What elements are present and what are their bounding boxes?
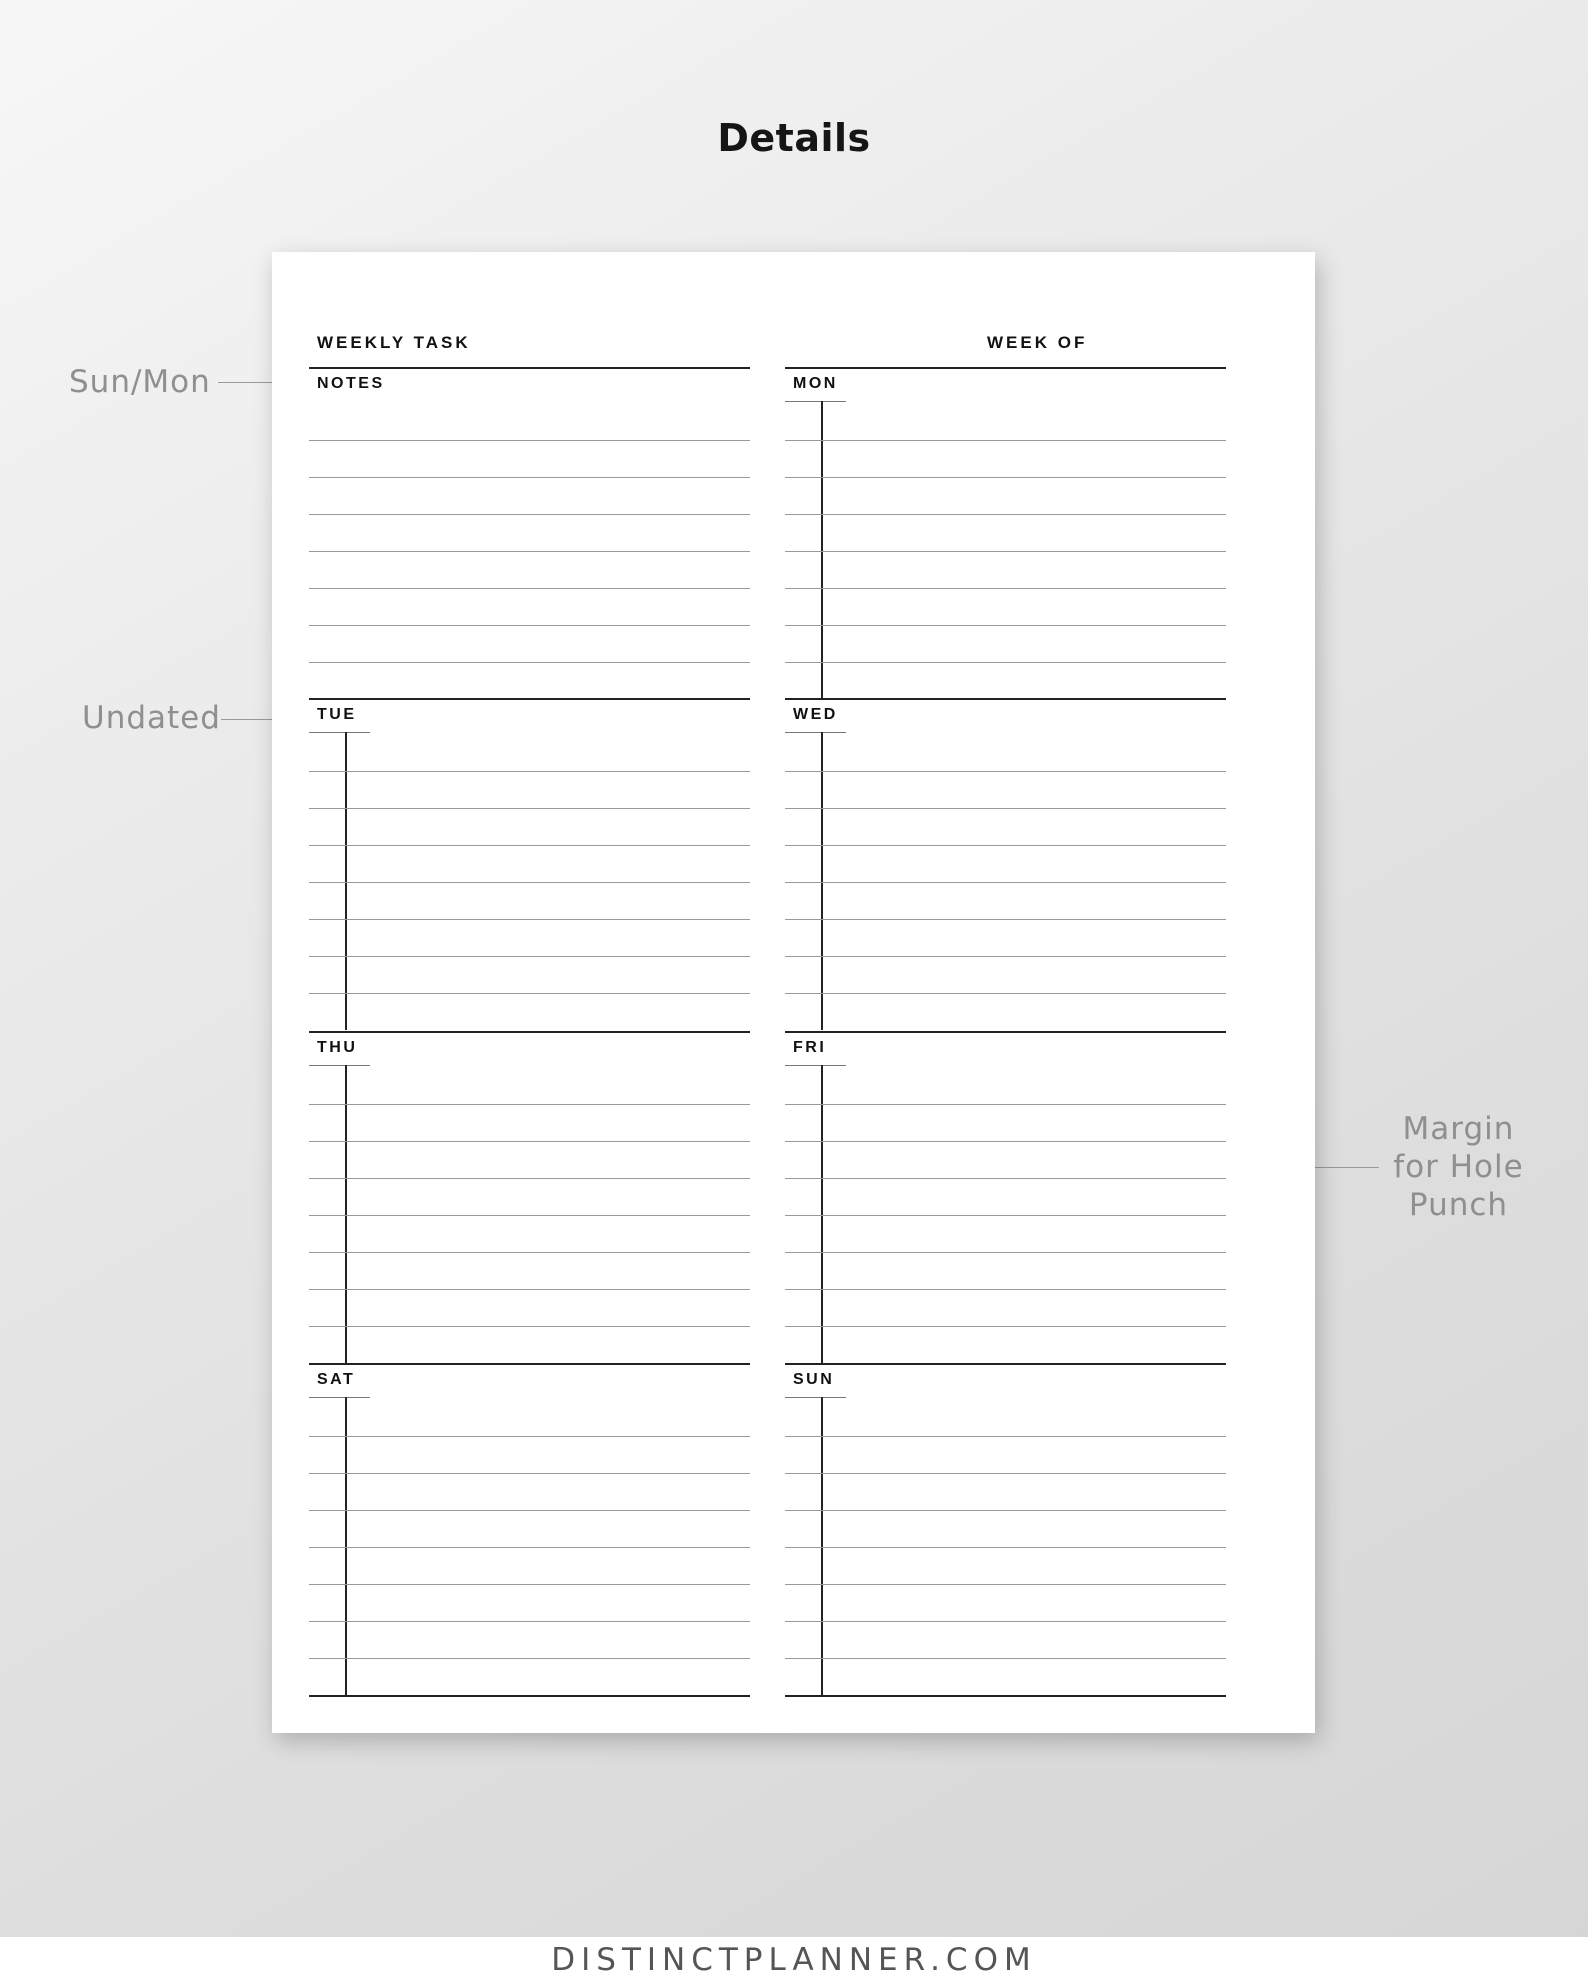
planner-page (272, 252, 1315, 1733)
section-label: THU (317, 1039, 358, 1056)
section-label: WED (793, 706, 838, 723)
callout-sun-mon: Sun/Mon (69, 364, 211, 400)
callout-margin-line-2: for Hole (1393, 1149, 1524, 1185)
bottom-rule-right (785, 1695, 1226, 1697)
section-label: FRI (793, 1039, 827, 1056)
day-section-sun (785, 1363, 1226, 1695)
section-label: MON (793, 375, 838, 392)
callout-undated: Undated (82, 700, 221, 736)
day-section-tue (309, 698, 750, 1030)
footer-url: DISTINCTPLANNER.COM (551, 1942, 1037, 1978)
section-label: SUN (793, 1371, 835, 1388)
callout-margin-arrow (1305, 1167, 1379, 1168)
weekly-task-header: WEEKLY TASK (317, 333, 471, 352)
week-of-header: WEEK OF (987, 333, 1088, 352)
day-section-mon (785, 367, 1226, 699)
day-section-fri (785, 1031, 1226, 1363)
callout-margin-line-1: Margin (1402, 1111, 1515, 1147)
page-title: Details (717, 116, 871, 160)
section-label: TUE (317, 706, 357, 723)
notes-section (309, 367, 750, 699)
day-section-thu (309, 1031, 750, 1363)
day-section-sat (309, 1363, 750, 1695)
section-label: NOTES (317, 375, 385, 392)
callout-margin-line-3: Punch (1408, 1187, 1509, 1223)
bottom-rule-left (309, 1695, 750, 1697)
day-section-wed (785, 698, 1226, 1030)
callout-margin (1380, 1110, 1537, 1224)
section-label: SAT (317, 1371, 356, 1388)
